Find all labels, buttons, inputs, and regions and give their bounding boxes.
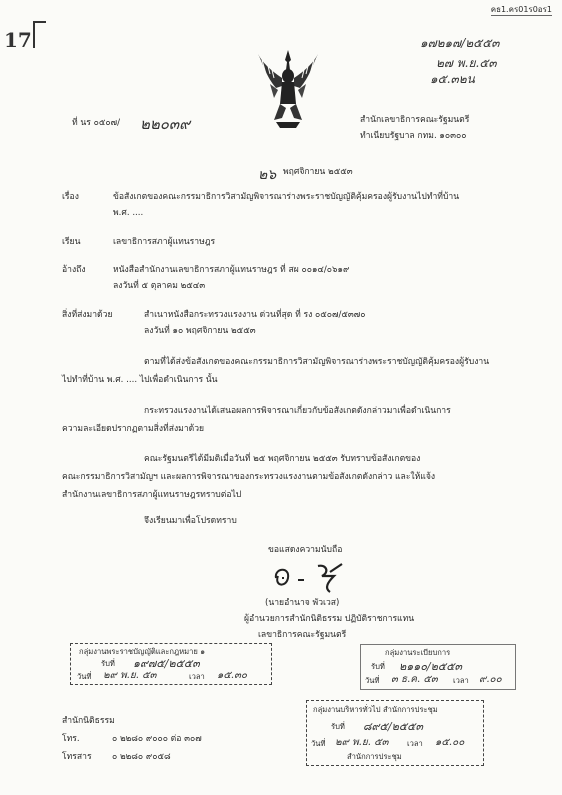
signature-icon (268, 560, 364, 594)
reference-line-2: ลงวันที่ ๕ ตุลาคม ๒๕๔๓ (113, 281, 206, 291)
receipt-date-handwritten: ๒๗ พ.ย.๕๓ (436, 56, 497, 70)
document-number-handwritten: ๒๒๐๓๙ (140, 115, 191, 133)
date-day-handwritten: ๒๖ (258, 167, 277, 183)
receipt-time-handwritten: ๑๕.๓๒น (430, 72, 475, 86)
sender-office: สำนักเลขาธิการคณะรัฐมนตรี (360, 115, 470, 125)
stamp-right-bottom-time-label: เวลา (407, 739, 423, 748)
stamp-left-time-value: ๑๕.๓๐ (217, 670, 248, 681)
paragraph-1-line-2: ไปทำที่บ้าน พ.ศ. .... ไปเพื่อดำเนินการ นั้น (62, 375, 218, 385)
paragraph-3-line-1: คณะรัฐมนตรีได้มีมติเมื่อวันที่ ๒๕ พฤศจิกายน ๒๕๕๓ รับทราบข้อสังเกตของ (144, 454, 421, 464)
closing-regards: ขอแสดงความนับถือ (268, 545, 343, 555)
received-stamp-left (70, 643, 272, 685)
receipt-number-handwritten: ๑๗๒๑๗/๒๕๕๓ (420, 36, 500, 50)
corner-reference-code: คธ1.คร01ร0อร1 (490, 5, 552, 14)
paragraph-1-line-1: ตามที่ได้ส่งข้อสังเกตของคณะกรรมาธิการวิสามัญพิจารณาร่างพระราชบัญญัติคุ้มครองผู้รับงาน (144, 357, 490, 367)
paragraph-4: จึงเรียนมาเพื่อโปรดทราบ (144, 516, 237, 526)
stamp-right-top-title: กลุ่มงานระเบียบการ (385, 648, 451, 657)
stamp-left-date-label: วันที่ (77, 672, 92, 681)
stamp-left-date-value: ๒๙ พ.ย. ๕๓ (103, 670, 157, 681)
document-number-prefix: ที่ นร ๐๕๐๗/ (72, 118, 120, 128)
stamp-right-top-date-label: วันที่ (365, 676, 380, 685)
signatory-title-1: ผู้อำนวยการสำนักนิติธรรม ปฏิบัติราชการแทน (244, 614, 415, 624)
subject-label: เรื่อง (62, 192, 79, 202)
reference-label: อ้างถึง (62, 265, 86, 275)
stamp-left-title: กลุ่มงานพระราชบัญญัติและกฎหมาย ๑ (79, 647, 206, 656)
paragraph-2-line-2: ความละเอียดปรากฏตามสิ่งที่ส่งมาด้วย (62, 424, 205, 434)
bracket-mark-icon (30, 20, 50, 50)
garuda-emblem-icon (256, 48, 320, 130)
footer-fax-label: โทรสาร (62, 752, 92, 762)
stamp-right-bottom-title: กลุ่มงานบริหารทั่วไป สำนักการประชุม (313, 705, 438, 714)
stamp-right-top-time-value: ๙.๐๐ (479, 674, 502, 685)
received-stamp-right-top (360, 644, 516, 690)
enclosure-label: สิ่งที่ส่งมาด้วย (62, 310, 113, 320)
stamp-right-bottom-footer: สำนักการประชุม (347, 752, 402, 761)
stamp-left-received-label: รับที่ (101, 659, 115, 668)
stamp-right-bottom-time-value: ๑๕.๐๐ (435, 737, 465, 748)
paragraph-3-line-2: คณะกรรมาธิการวิสามัญฯ และผลการพิจารณาของกระทรวงแรงงานตามข้อสังเกตดังกล่าว และให้แจ้ง (62, 472, 436, 482)
sender-address: ทำเนียบรัฐบาล กทม. ๑๐๓๐๐ (360, 131, 467, 141)
stamp-right-top-time-label: เวลา (453, 676, 469, 685)
enclosure-line-1: สำเนาหนังสือกระทรวงแรงงาน ด่วนที่สุด ที่ รง ๐๕๐๗/๕๓๗๐ (144, 310, 366, 320)
stamp-right-top-date-value: ๓ ธ.ค. ๕๓ (391, 674, 438, 685)
stamp-right-top-received-value: ๒๑๑๐/๒๕๕๓ (399, 660, 463, 673)
subject-line-1: ข้อสังเกตของคณะกรรมาธิการวิสามัญพิจารณาร่างพระราชบัญญัติคุ้มครองผู้รับงานไปทำที่บ้าน (113, 192, 460, 202)
date-month-year: พฤศจิกายน ๒๕๕๓ (283, 167, 353, 177)
stamp-left-received-value: ๑๙๗๕/๒๕๕๓ (133, 657, 200, 670)
footer-office: สำนักนิติธรรม (62, 716, 115, 726)
page-number-handwritten: 17 (4, 28, 32, 52)
signatory-name: (นายอำนาจ พัวเวส) (265, 598, 340, 608)
stamp-right-top-received-label: รับที่ (371, 662, 385, 671)
paragraph-2-line-1: กระทรวงแรงงานได้เสนอผลการพิจารณาเกี่ยวกับข้อสังเกตดังกล่าวมาเพื่อดำเนินการ (144, 406, 451, 416)
received-stamp-right-bottom (306, 700, 484, 766)
reference-line-1: หนังสือสำนักงานเลขาธิการสภาผู้แทนราษฎร ที่ สผ ๐๐๑๔/๐๖๑๙ (113, 265, 350, 275)
subject-line-2: พ.ศ. .... (113, 208, 144, 218)
signatory-title-2: เลขาธิการคณะรัฐมนตรี (258, 630, 347, 640)
recipient-label: เรียน (62, 237, 81, 247)
recipient-value: เลขาธิการสภาผู้แทนราษฎร (113, 237, 216, 247)
stamp-right-bottom-date-label: วันที่ (311, 739, 326, 748)
footer-tel-value: ๐ ๒๒๘๐ ๙๐๐๐ ต่อ ๓๐๗ (112, 734, 202, 744)
stamp-left-time-label: เวลา (189, 672, 205, 681)
footer-tel-label: โทร. (62, 734, 80, 744)
enclosure-line-2: ลงวันที่ ๑๐ พฤศจิกายน ๒๕๕๓ (144, 326, 256, 336)
stamp-right-bottom-received-label: รับที่ (331, 722, 345, 731)
stamp-right-bottom-received-value: ๘๙๕/๒๕๕๓ (363, 720, 423, 733)
footer-fax-value: ๐ ๒๒๘๐ ๙๐๕๘ (112, 752, 171, 762)
paragraph-3-line-3: สำนักงานเลขาธิการสภาผู้แทนราษฎรทราบต่อไป (62, 490, 242, 500)
stamp-right-bottom-date-value: ๒๙ พ.ย. ๕๓ (335, 737, 389, 748)
